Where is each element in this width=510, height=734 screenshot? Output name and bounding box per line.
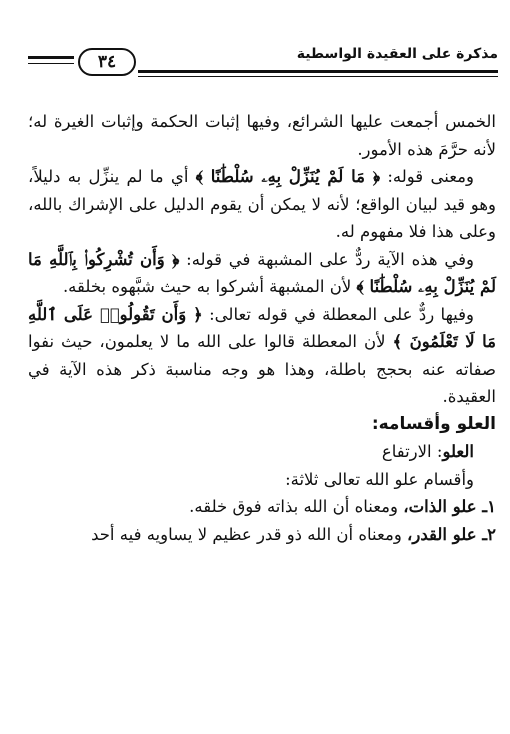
paragraph-1-text: الخمس أجمعت عليها الشرائع، وفيها إثبات الحكمة وإثبات الغيرة له؛ لأنه حرَّمَ هذه الأمور. (28, 112, 496, 159)
paragraph-3 (28, 246, 496, 301)
quran-verse: ﴿ وَأَن تَقُولُوا۟ عَلَى ٱللَّهِ مَا لَا تَعْلَمُونَ ﴾ (28, 304, 497, 351)
section-heading: العلو وأقسامه: (371, 413, 496, 434)
list-item-label: ٢ـ علو القدر، (407, 524, 496, 544)
list-item (28, 493, 496, 521)
header-rule (138, 70, 498, 73)
quran-verse: ﴿ مَا لَمْ يُنَزِّلْ بِهِۦ سُلْطَٰنًا ﴾ (195, 167, 381, 186)
book-title: مذكرة على العقيدة الواسطية (296, 46, 498, 62)
paragraph-2-text-b: أي ما لم ينزِّل به دليلاً، وهو قيد لبيان الواقع؛ لأنه لا يمكن أن يقوم الدليل على الإشراك بالله، وعلى هذا فلا مفهوم له. (28, 167, 496, 241)
quran-verse: ﴿ وَأَن تُشْرِكُوا۟ بِٱللَّهِ مَا لَمْ يُنَزِّلْ بِهِۦ سُلْطَٰنًا ﴾ (28, 249, 496, 296)
page-body (28, 108, 496, 548)
paragraph-4 (28, 301, 496, 411)
paragraph-4-text-a: وفيها ردٌّ على المعطلة في قوله تعالى: (202, 304, 475, 324)
list-item (28, 521, 496, 549)
list-item-label: ١ـ علو الذات، (403, 497, 496, 516)
paragraph-4-text-b: لأن المعطلة قالوا على الله ما لا يعلمون، حيث نفوا صفاته عنه بحجج باطلة، وهذا هو وجه مناسبة ذكر هذه الآية في العقيدة. (28, 332, 496, 406)
list-item-text: ومعناه أن الله ذو قدر عظيم لا يساويه فيه أحد (91, 524, 408, 544)
paragraph-2 (28, 163, 496, 246)
page-header (28, 44, 498, 84)
paragraph-2-text-a: ومعنى قوله: (380, 167, 474, 186)
definition-text: : الارتفاع (381, 442, 443, 461)
header-rule-left (28, 56, 74, 59)
divisions-intro: وأقسام علو الله تعالى ثلاثة: (285, 469, 474, 489)
definition-term: العلو (442, 442, 474, 461)
header-rule-thin (138, 76, 498, 77)
paragraph-3-text-a: وفي هذه الآية ردٌّ على المشبهة في قوله: (179, 249, 474, 269)
list-item-text: ومعناه أن الله بذاته فوق خلقه. (189, 497, 404, 516)
definition-line (28, 438, 496, 466)
header-rule-left-thin (28, 63, 74, 64)
paragraph-3-text-b: لأن المشبهة أشركوا به حيث شبَّهوه بخلقه. (62, 277, 357, 296)
paragraph-1 (28, 108, 496, 163)
page-number: ٣٤ (78, 48, 136, 76)
